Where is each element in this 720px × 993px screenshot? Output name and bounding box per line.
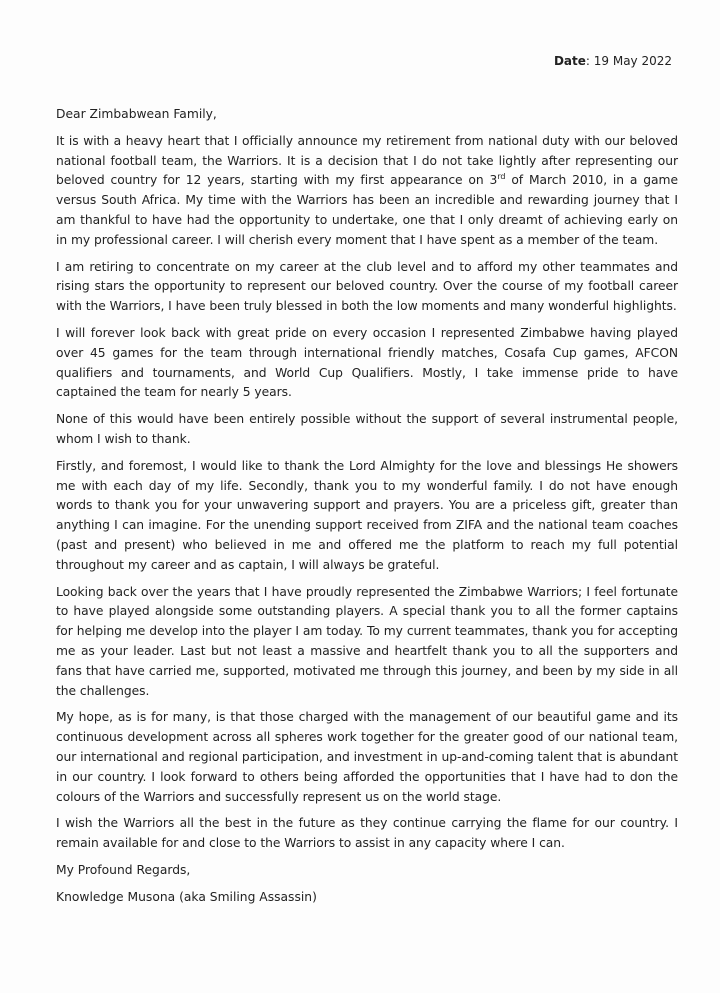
date-colon: : bbox=[585, 54, 594, 68]
closing: My Profound Regards, bbox=[56, 862, 191, 877]
paragraph-text: It is with a heavy heart that I officially announce my retirement from national duty with our beloved national football team, the Warriors. It is a decision that I do not take lightly after representing our beloved country for 12 years, starting with my first appearance on 3 bbox=[56, 133, 678, 188]
date-label: Date bbox=[553, 54, 586, 68]
paragraph-farewell: I wish the Warriors all the best in the future as they continue carrying the flame for our country. I remain available for and close to the Warriors to assist in any capacity where I can. bbox=[56, 816, 678, 851]
letter-date bbox=[554, 52, 672, 70]
paragraph-club-focus: I am retiring to concentrate on my career at the club level and to afford my other teammates and rising stars the opportunity to represent our beloved country. Over the course of my football career with the Warriors, I have been truly blessed in both the low moments and many wonderful highlights. bbox=[56, 259, 678, 314]
ordinal-suffix: rd bbox=[497, 172, 506, 182]
paragraph-text: of March 2010, in a game versus South Africa. My time with the Warriors has been an incredible and rewarding journey that I am thankful to have had the opportunity to undertake, one that I only dreamt of achieving early on in my professional career. I will cherish every moment that I have spent as a member of the team. bbox=[56, 173, 678, 247]
letter-body bbox=[56, 105, 678, 907]
paragraph-hope: My hope, as is for many, is that those charged with the management of our beautiful game and its continuous development across all spheres work together for the greater good of our national team, our international and regional participation, and investment in up-and-coming talent that is abundant in our country. I look forward to others being afforded the opportunities that I have had to don the colours of the Warriors and successfully represent us on the world stage. bbox=[56, 710, 678, 804]
paragraph-teammates: Looking back over the years that I have proudly represented the Zimbabwe Warriors; I feel fortunate to have played alongside some outstanding players. A special thank you to all the former captains for helping me develop into the player I am today. To my current teammates, thank you for accepting me as your leader. Last but not least a massive and heartfelt thank you to all the supporters and fans that have carried me, supported, motivated me through this journey, and been by my side in all the challenges. bbox=[56, 584, 678, 698]
salutation: Dear Zimbabwean Family, bbox=[56, 107, 217, 121]
paragraph-support-intro: None of this would have been entirely possible without the support of several instrumental people, whom I wish to thank. bbox=[56, 412, 678, 446]
signature: Knowledge Musona (aka Smiling Assassin) bbox=[56, 889, 317, 904]
paragraph-retirement-announcement bbox=[56, 132, 678, 251]
date-value: 19 May 2022 bbox=[593, 54, 672, 68]
paragraph-pride: I will forever look back with great pride on every occasion I represented Zimbabwe having played over 45 games for the team through international friendly matches, Cosafa Cup games, AFCON qualifiers and tournaments, and World Cup Qualifiers. Mostly, I take immense pride to have captained the team for nearly 5 years. bbox=[56, 325, 678, 400]
paragraph-thanks: Firstly, and foremost, I would like to thank the Lord Almighty for the love and blessings He showers me with each day of my life. Secondly, thank you to my wonderful family. I do not have enough words to thank you for your unwavering support and prayers. You are a priceless gift, greater than anything I can imagine. For the unending support received from ZIFA and the national team coaches (past and present) who believed in me and offered me the platform to reach my full potential throughout my career and as captain, I will always be grateful. bbox=[56, 458, 678, 572]
